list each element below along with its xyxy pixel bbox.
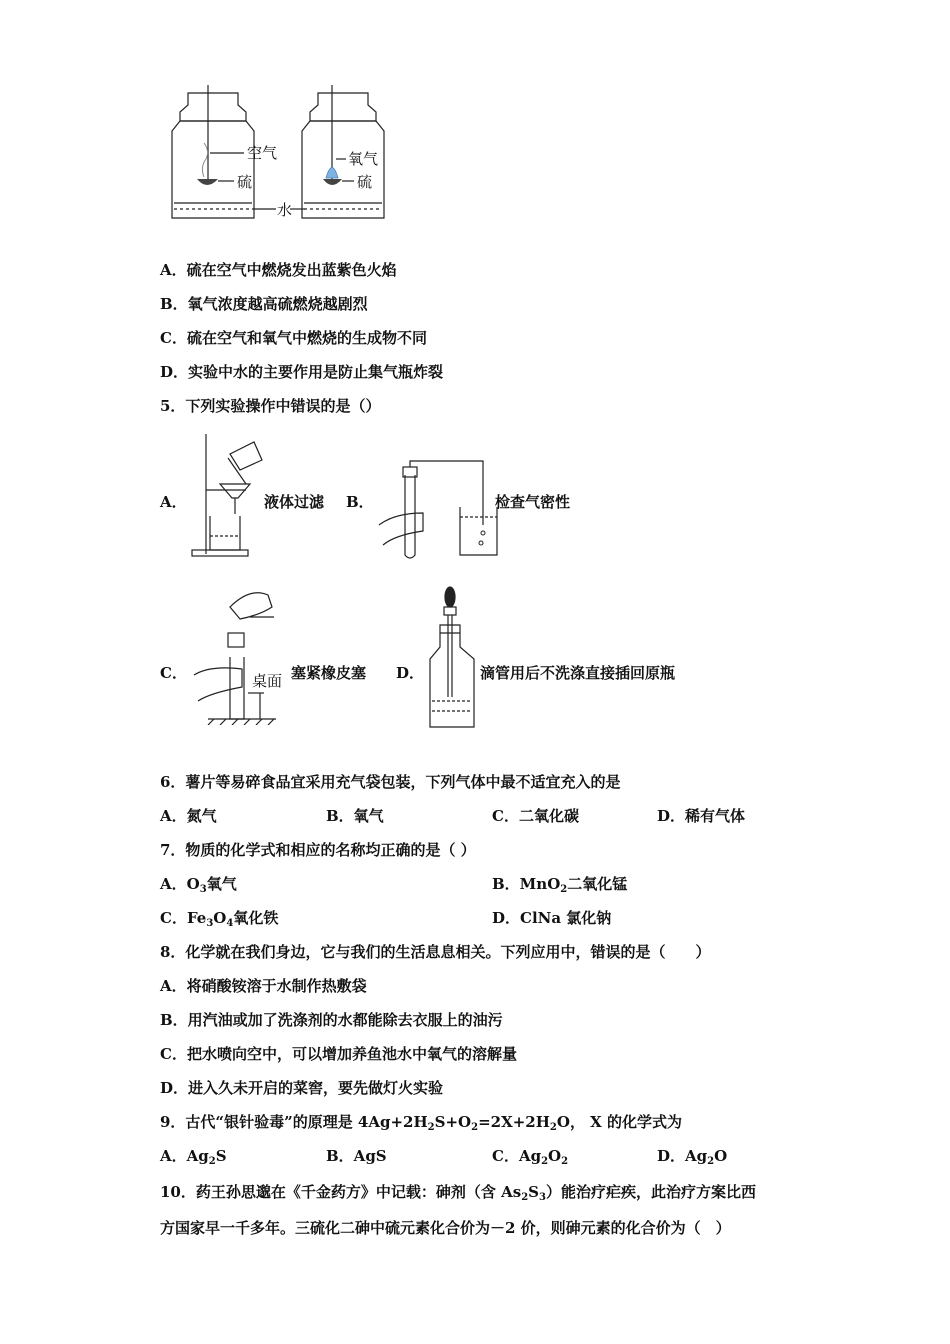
q8-option-c: C．把水喷向空中，可以增加养鱼池水中氧气的溶解量 (160, 1045, 517, 1063)
q7-option-d: D．ClNa 氯化钠 (492, 909, 612, 927)
q8-option-d: D．进入久未开启的菜窖，要先做灯火实验 (160, 1079, 444, 1097)
q9-option-a: A．$Ag_2S$ (160, 1147, 227, 1167)
label-oxygen: 氧气 (348, 150, 379, 168)
q5-letter-b: B． (346, 493, 374, 511)
sulfur-combustion-figure (160, 85, 410, 225)
q9-option-d: D．$Ag_2O$ (657, 1147, 728, 1167)
q5-option-d-text: 滴管用后不洗涤直接插回原瓶 (480, 664, 676, 682)
q9-option-b: B．AgS (326, 1147, 387, 1165)
dropper-bottle-diagram (426, 585, 481, 730)
q8-option-a: A．将硝酸铵溶于水制作热敷袋 (160, 977, 367, 995)
q7-option-c: C．$Fe_3O_4$氧化铁 (160, 909, 279, 929)
q7-option-a: A．$O_3$氧气 (160, 875, 237, 895)
dropper-bottle-figure (426, 585, 481, 730)
q4-option-c: C．硫在空气和氧气中燃烧的生成物不同 (160, 329, 427, 347)
label-tabletop: 桌面 (252, 672, 283, 690)
q4-option-b: B．氧气浓度越高硫燃烧越剧烈 (160, 295, 368, 313)
q6-option-c: C．二氧化碳 (492, 807, 579, 825)
q6-option-a: A．氮气 (160, 807, 217, 825)
q5-letter-d: D． (396, 664, 425, 682)
q8-stem: 8．化学就在我们身边，它与我们的生活息息相关。下列应用中，错误的是（ ） (160, 943, 711, 961)
label-air: 空气 (247, 144, 278, 162)
q4-option-d: D．实验中水的主要作用是防止集气瓶炸裂 (160, 363, 444, 381)
q5-letter-a: A． (160, 493, 187, 511)
q8-option-b: B．用汽油或加了洗涤剂的水都能除去衣服上的油污 (160, 1011, 503, 1029)
label-sulfur-right: 硫 (357, 173, 373, 191)
label-water: 水 (277, 201, 293, 219)
q7-option-b: B．MnO$_2$二氧化锰 (492, 875, 628, 895)
q5-stem: 5．下列实验操作中错误的是（） (160, 397, 381, 415)
airtightness-figure (375, 455, 500, 560)
rubber-stopper-diagram (190, 585, 290, 725)
rubber-stopper-figure (190, 585, 290, 725)
q5-letter-c: C． (160, 664, 187, 682)
filtration-diagram (188, 432, 268, 557)
q9-stem: 9．古代“银针验毒”的原理是 $4Ag+2H_2S+O_2=2X+2H_2O$， X 的化学式为 (160, 1113, 683, 1133)
airtightness-diagram (375, 455, 500, 560)
q4-option-a: A．硫在空气中燃烧发出蓝紫色火焰 (160, 261, 397, 279)
q10-line-1: 10．药王孙思邈在《千金药方》中记载：砷剂（含 $As_2S_3$）能治疗疟疾，此治疗方案比西 (160, 1183, 756, 1203)
q6-option-d: D．稀有气体 (657, 807, 746, 825)
label-sulfur-left: 硫 (237, 173, 253, 191)
q10-line-2: 方国家早一千多年。三硫化二砷中硫元素化合价为－2 价，则砷元素的化合价为（ ） (160, 1219, 731, 1237)
q6-option-b: B．氧气 (326, 807, 384, 825)
q5-option-c-text: 塞紧橡皮塞 (291, 664, 367, 682)
q6-stem: 6．薯片等易碎食品宜采用充气袋包装，下列气体中最不适宜充入的是 (160, 773, 621, 791)
q7-stem: 7．物质的化学式和相应的名称均正确的是（ ） (160, 841, 476, 859)
q5-option-b-text: 检查气密性 (495, 493, 571, 511)
q5-option-a-text: 液体过滤 (264, 493, 325, 511)
filtration-figure (188, 432, 268, 557)
q9-option-c: C．$Ag_2O_2$ (492, 1147, 569, 1167)
